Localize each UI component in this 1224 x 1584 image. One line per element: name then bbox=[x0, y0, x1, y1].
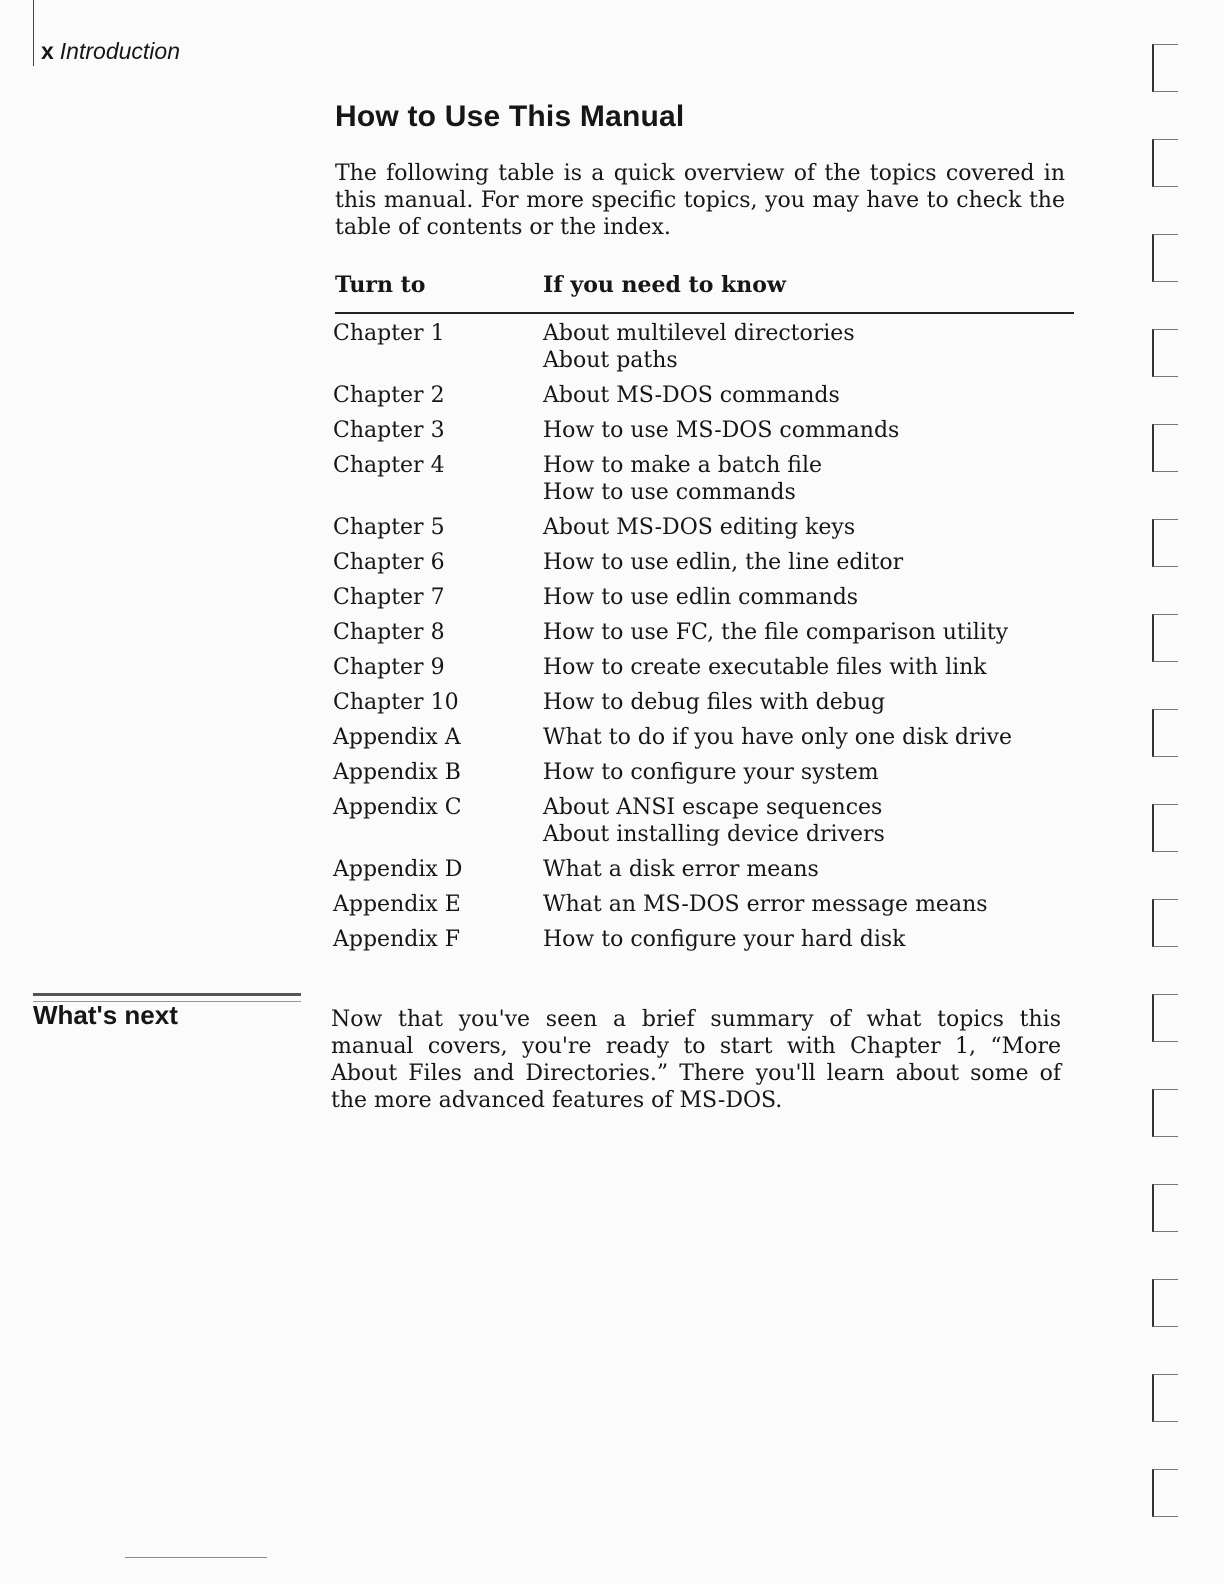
need-to-know-cell bbox=[543, 452, 1073, 506]
need-to-know-cell bbox=[543, 689, 1073, 716]
column-header-need-to-know: If you need to know bbox=[543, 272, 786, 298]
topic-line: How to configure your hard disk bbox=[543, 927, 906, 952]
binder-tab-mark bbox=[1152, 329, 1178, 377]
topic-line: What to do if you have only one disk drive bbox=[543, 725, 1012, 750]
binder-tab-mark bbox=[1152, 139, 1178, 187]
turn-to-cell: Chapter 10 bbox=[333, 690, 459, 715]
table-row bbox=[333, 891, 1073, 918]
topic-line: About installing device drivers bbox=[543, 822, 885, 847]
need-to-know-cell bbox=[543, 514, 1073, 541]
table-row bbox=[333, 759, 1073, 786]
turn-to-cell: Appendix E bbox=[333, 892, 461, 917]
table-row bbox=[333, 452, 1073, 506]
table-header bbox=[335, 272, 1074, 314]
footer-line bbox=[125, 1557, 267, 1558]
turn-to-cell: Appendix C bbox=[333, 795, 462, 820]
binder-tab-mark bbox=[1152, 234, 1178, 282]
topic-line: About MS-DOS editing keys bbox=[543, 515, 856, 540]
binder-tab-mark bbox=[1152, 899, 1178, 947]
binder-tab-mark bbox=[1152, 709, 1178, 757]
margin-rule bbox=[33, 0, 34, 66]
binder-tab-mark bbox=[1152, 1469, 1178, 1517]
turn-to-cell: Chapter 1 bbox=[333, 321, 445, 346]
binder-tab-mark bbox=[1152, 804, 1178, 852]
table-row bbox=[333, 856, 1073, 883]
turn-to-cell: Appendix D bbox=[333, 857, 463, 882]
topic-line: About MS-DOS commands bbox=[543, 383, 840, 408]
table-row bbox=[333, 689, 1073, 716]
topic-line: How to debug files with debug bbox=[543, 690, 886, 715]
turn-to-cell: Chapter 3 bbox=[333, 418, 445, 443]
table-row bbox=[333, 619, 1073, 646]
intro-paragraph: The following table is a quick overview of the topics covered in this manual. For more specific topics, you may have to check the table of contents or the index. bbox=[335, 161, 1065, 240]
topic-line: About multilevel directories bbox=[543, 321, 855, 346]
table-row bbox=[333, 382, 1073, 409]
turn-to-cell: Appendix F bbox=[333, 927, 461, 952]
need-to-know-cell bbox=[543, 794, 1073, 848]
topic-line: How to use MS-DOS commands bbox=[543, 418, 900, 443]
need-to-know-cell bbox=[543, 724, 1073, 751]
table-row bbox=[333, 320, 1073, 374]
turn-to-cell: Chapter 5 bbox=[333, 515, 445, 540]
turn-to-cell: Chapter 9 bbox=[333, 655, 445, 680]
topic-line: What an MS-DOS error message means bbox=[543, 892, 988, 917]
need-to-know-cell bbox=[543, 619, 1073, 646]
need-to-know-cell bbox=[543, 417, 1073, 444]
page-number: x bbox=[41, 38, 54, 64]
turn-to-cell: Appendix A bbox=[333, 725, 461, 750]
turn-to-cell: Chapter 6 bbox=[333, 550, 445, 575]
topic-line: About ANSI escape sequences bbox=[543, 795, 883, 820]
binder-tab-mark bbox=[1152, 1279, 1178, 1327]
table-row bbox=[333, 514, 1073, 541]
column-header-turn-to: Turn to bbox=[335, 272, 426, 298]
table-row bbox=[333, 926, 1073, 953]
binder-tab-mark bbox=[1152, 994, 1178, 1042]
topic-line: About paths bbox=[543, 348, 678, 373]
need-to-know-cell bbox=[543, 654, 1073, 681]
need-to-know-cell bbox=[543, 856, 1073, 883]
topics-table bbox=[333, 320, 1073, 961]
need-to-know-cell bbox=[543, 549, 1073, 576]
need-to-know-cell bbox=[543, 891, 1073, 918]
turn-to-cell: Chapter 8 bbox=[333, 620, 445, 645]
table-row bbox=[333, 584, 1073, 611]
need-to-know-cell bbox=[543, 382, 1073, 409]
whats-next-heading: What's next bbox=[33, 1000, 178, 1030]
topic-line: How to use FC, the file comparison utility bbox=[543, 620, 1009, 645]
topic-line: How to make a batch file bbox=[543, 453, 823, 478]
table-row bbox=[333, 654, 1073, 681]
binder-tab-mark bbox=[1152, 424, 1178, 472]
topic-line: How to use edlin, the line editor bbox=[543, 550, 904, 575]
table-row bbox=[333, 794, 1073, 848]
binder-tab-mark bbox=[1152, 614, 1178, 662]
topic-line: How to create executable files with link bbox=[543, 655, 987, 680]
topic-line: How to configure your system bbox=[543, 760, 879, 785]
turn-to-cell: Chapter 7 bbox=[333, 585, 445, 610]
binder-tab-marks bbox=[1152, 44, 1182, 1544]
binder-tab-mark bbox=[1152, 519, 1178, 567]
need-to-know-cell bbox=[543, 759, 1073, 786]
table-row bbox=[333, 549, 1073, 576]
binder-tab-mark bbox=[1152, 44, 1178, 92]
table-row bbox=[333, 724, 1073, 751]
need-to-know-cell bbox=[543, 320, 1073, 374]
need-to-know-cell bbox=[543, 584, 1073, 611]
table-row bbox=[333, 417, 1073, 444]
need-to-know-cell bbox=[543, 926, 1073, 953]
whats-next-paragraph: Now that you've seen a brief summary of what topics this manual covers, you're ready to start with Chapter 1, “More About Files and Directories.” There you'll learn about some of the more advanced features of MS-DOS. bbox=[331, 1007, 1061, 1113]
binder-tab-mark bbox=[1152, 1374, 1178, 1422]
section-name: Introduction bbox=[59, 38, 180, 64]
topic-line: How to use edlin commands bbox=[543, 585, 859, 610]
topic-line: How to use commands bbox=[543, 480, 796, 505]
binder-tab-mark bbox=[1152, 1089, 1178, 1137]
topic-line: What a disk error means bbox=[543, 857, 819, 882]
binder-tab-mark bbox=[1152, 1184, 1178, 1232]
turn-to-cell: Appendix B bbox=[333, 760, 461, 785]
page-title: How to Use This Manual bbox=[335, 100, 685, 133]
turn-to-cell: Chapter 4 bbox=[333, 453, 445, 478]
running-head bbox=[41, 38, 180, 65]
turn-to-cell: Chapter 2 bbox=[333, 383, 445, 408]
